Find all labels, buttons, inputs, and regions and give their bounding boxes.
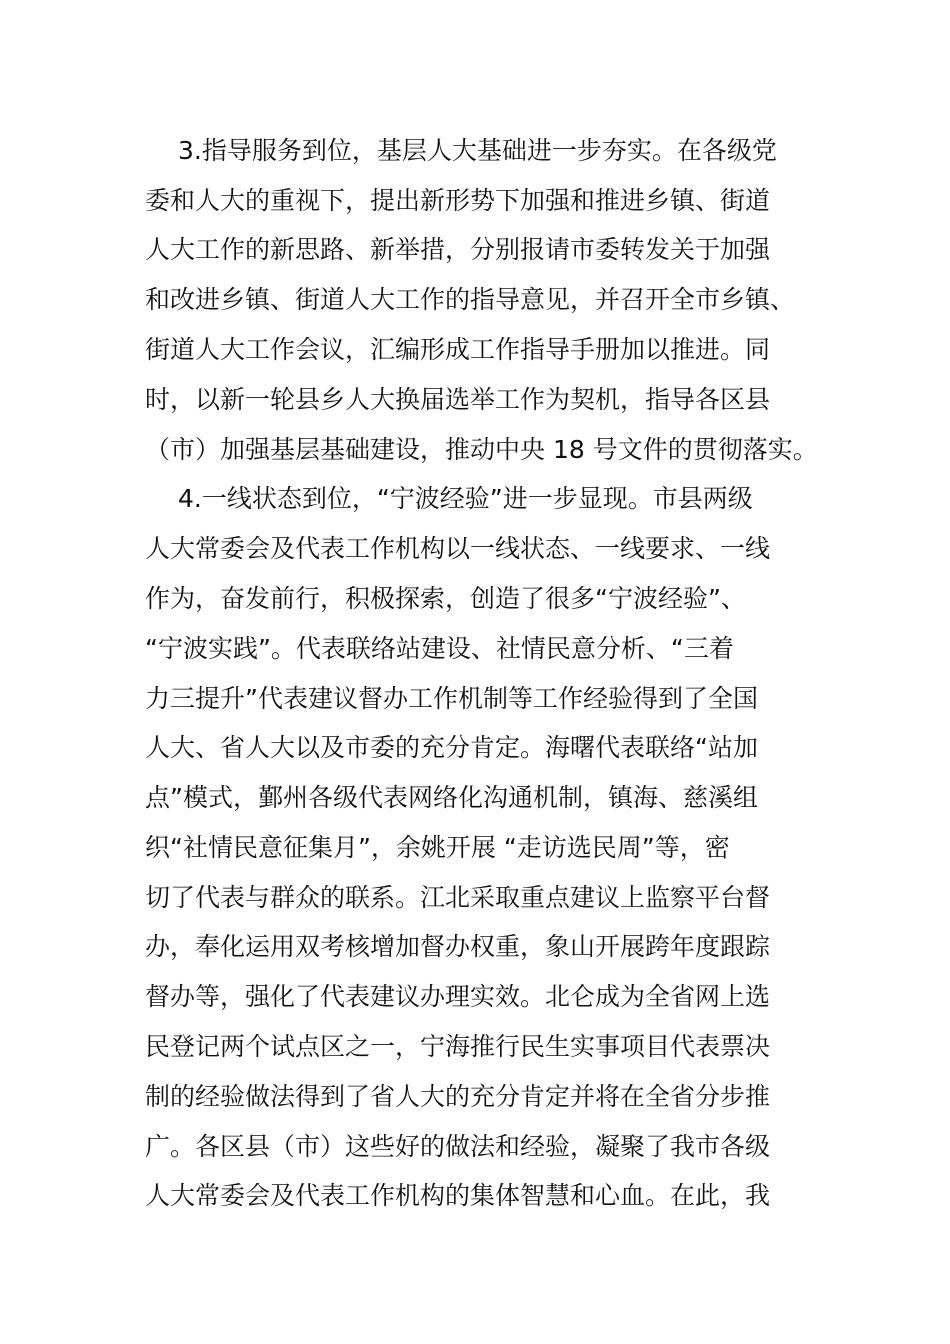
paragraph-3-line-7: （市）加强基层基础建设，推动中央 18 号文件的贯彻落实。	[145, 435, 818, 464]
paragraph-4-line-7: 点”模式，鄞州各级代表网络化沟通机制，镇海、慈溪组	[145, 783, 758, 812]
paragraph-4-line-9: 切了代表与群众的联系。江北采取重点建议上监察平台督	[145, 883, 771, 912]
paragraph-4-line-15: 人大常委会及代表工作机构的集体智慧和心血。在此，我	[145, 1181, 771, 1210]
paragraph-3-line-2: 委和人大的重视下，提出新形势下加强和推进乡镇、街道	[145, 186, 771, 215]
paragraph-4-line-13: 制的经验做法得到了省人大的充分肯定并将在全省分步推	[145, 1082, 771, 1111]
paragraph-3-line-3: 人大工作的新思路、新举措，分别报请市委转发关于加强	[145, 235, 771, 264]
paragraph-3-line-6: 时，以新一轮县乡人大换届选举工作为契机，指导各区县	[145, 385, 771, 414]
paragraph-4-line-11: 督办等，强化了代表建议办理实效。北仑成为全省网上选	[145, 982, 771, 1011]
paragraph-4-line-14: 广。各区县（市）这些好的做法和经验，凝聚了我市各级	[145, 1132, 771, 1161]
paragraph-4-line-5: 力三提升”代表建议督办工作机制等工作经验得到了全国	[145, 684, 758, 713]
paragraph-4-line-10: 办，奉化运用双考核增加督办权重，象山开展跨年度跟踪	[145, 932, 771, 961]
paragraph-4-line-12: 民登记两个试点区之一，宁海推行民生实事项目代表票决	[145, 1032, 771, 1061]
paragraph-4-line-1: 4.一线状态到位，“宁波经验”进一步显现。市县两级	[178, 484, 753, 513]
paragraph-4-line-3: 作为，奋发前行，积极探索，创造了很多“宁波经验”、	[145, 584, 746, 613]
paragraph-4-line-4: “宁波实践”。代表联络站建设、社情民意分析、“三着	[145, 634, 734, 663]
paragraph-3-line-1: 3.指导服务到位，基层人大基础进一步夯实。在各级党	[178, 136, 777, 165]
paragraph-4-line-6: 人大、省人大以及市委的充分肯定。海曙代表联络“站加	[145, 733, 758, 762]
paragraph-3-line-5: 街道人大工作会议，汇编形成工作指导手册加以推进。同	[145, 335, 771, 364]
paragraph-4-line-2: 人大常委会及代表工作机构以一线状态、一线要求、一线	[145, 534, 771, 563]
paragraph-3-line-4: 和改进乡镇、街道人大工作的指导意见，并召开全市乡镇、	[145, 285, 796, 314]
paragraph-4-line-8: 织“社情民意征集月”，余姚开展 “走访选民周”等，密	[145, 833, 730, 862]
